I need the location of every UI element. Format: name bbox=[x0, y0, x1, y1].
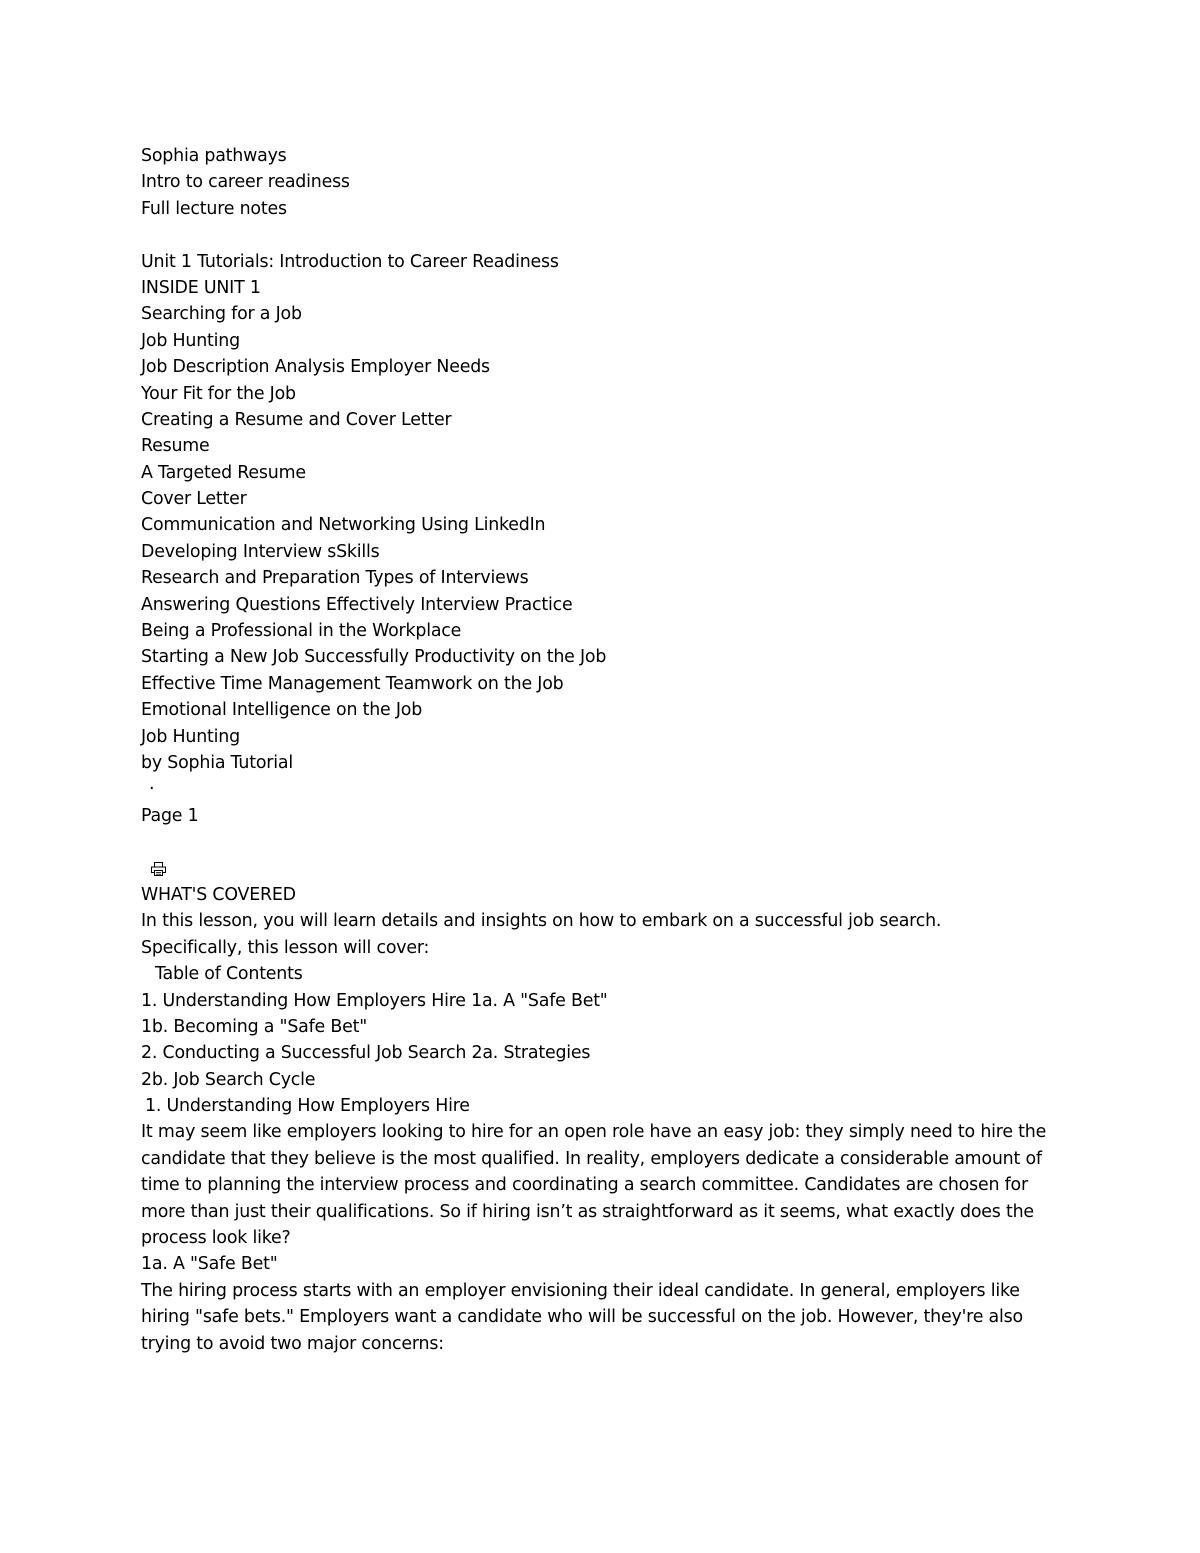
unit-item: Starting a New Job Successfully Productivity on the Job bbox=[141, 647, 607, 668]
unit-item: Cover Letter bbox=[141, 489, 247, 510]
unit-item: Job Hunting bbox=[141, 330, 240, 351]
printer-icon-row bbox=[141, 856, 1061, 882]
specifically-line: Specifically, this lesson will cover: bbox=[141, 937, 430, 958]
section-1a-heading: 1a. A "Safe Bet" bbox=[141, 1254, 278, 1275]
header-course: Intro to career readiness bbox=[141, 172, 350, 193]
unit-item: Research and Preparation Types of Interviews bbox=[141, 568, 529, 589]
unit-item: Searching for a Job bbox=[141, 304, 302, 325]
whats-covered-heading: WHAT'S COVERED bbox=[141, 884, 296, 905]
section-1-paragraph: It may seem like employers looking to hire for an open role have an easy job: they simply need to hire the candidate that they believe is the most qualified. In reality, employers dedicate a considerable amount of time to planning the interview process and coordinating a search committee. Candidates are chosen for more than just their qualifications. So if hiring isn’t as straightforward as it seems, what exactly does the process look like? bbox=[141, 1122, 1047, 1249]
toc-item: 2. Conducting a Successful Job Search 2a. Strategies bbox=[141, 1043, 591, 1064]
inside-unit-label: INSIDE UNIT 1 bbox=[141, 277, 261, 298]
unit-item: Emotional Intelligence on the Job bbox=[141, 700, 423, 721]
bullet-dot: · bbox=[149, 779, 155, 800]
unit-item: Communication and Networking Using LinkedIn bbox=[141, 515, 546, 536]
unit-heading: Unit 1 Tutorials: Introduction to Career Readiness bbox=[141, 251, 559, 272]
printer-icon bbox=[151, 862, 166, 876]
unit-item: Creating a Resume and Cover Letter bbox=[141, 409, 452, 430]
unit-item: Your Fit for the Job bbox=[141, 383, 296, 404]
toc-title: Table of Contents bbox=[155, 964, 303, 985]
unit-item: Being a Professional in the Workplace bbox=[141, 621, 462, 642]
unit-item: A Targeted Resume bbox=[141, 462, 306, 483]
toc-item: 1. Understanding How Employers Hire 1a. A "Safe Bet" bbox=[141, 990, 608, 1011]
document-page bbox=[141, 143, 1061, 1357]
unit-item: Job Hunting bbox=[141, 726, 240, 747]
unit-item: Resume bbox=[141, 436, 210, 457]
section-1-heading: 1. Understanding How Employers Hire bbox=[145, 1096, 470, 1117]
toc-item: 2b. Job Search Cycle bbox=[141, 1069, 316, 1090]
header-title: Sophia pathways bbox=[141, 146, 287, 166]
unit-item: Developing Interview sSkills bbox=[141, 541, 380, 562]
unit-item-list bbox=[141, 301, 1061, 776]
section-1a-paragraph: The hiring process starts with an employer envisioning their ideal candidate. In general, employers like hiring "safe bets." Employers want a candidate who will be successful on the job. However, they're also trying to avoid two major concerns: bbox=[141, 1280, 1023, 1354]
intro-line: In this lesson, you will learn details and insights on how to embark on a successful job search. bbox=[141, 911, 942, 932]
toc-item: 1b. Becoming a "Safe Bet" bbox=[141, 1016, 368, 1037]
spacer bbox=[141, 829, 1061, 855]
unit-item: by Sophia Tutorial bbox=[141, 752, 293, 773]
unit-item: Job Description Analysis Employer Needs bbox=[141, 357, 490, 378]
header-subtitle: Full lecture notes bbox=[141, 198, 287, 219]
page-label: Page 1 bbox=[141, 805, 199, 826]
unit-item: Effective Time Management Teamwork on the Job bbox=[141, 673, 564, 694]
toc-list bbox=[141, 988, 1061, 1094]
spacer bbox=[141, 222, 1061, 248]
unit-item: Answering Questions Effectively Interview Practice bbox=[141, 594, 573, 615]
